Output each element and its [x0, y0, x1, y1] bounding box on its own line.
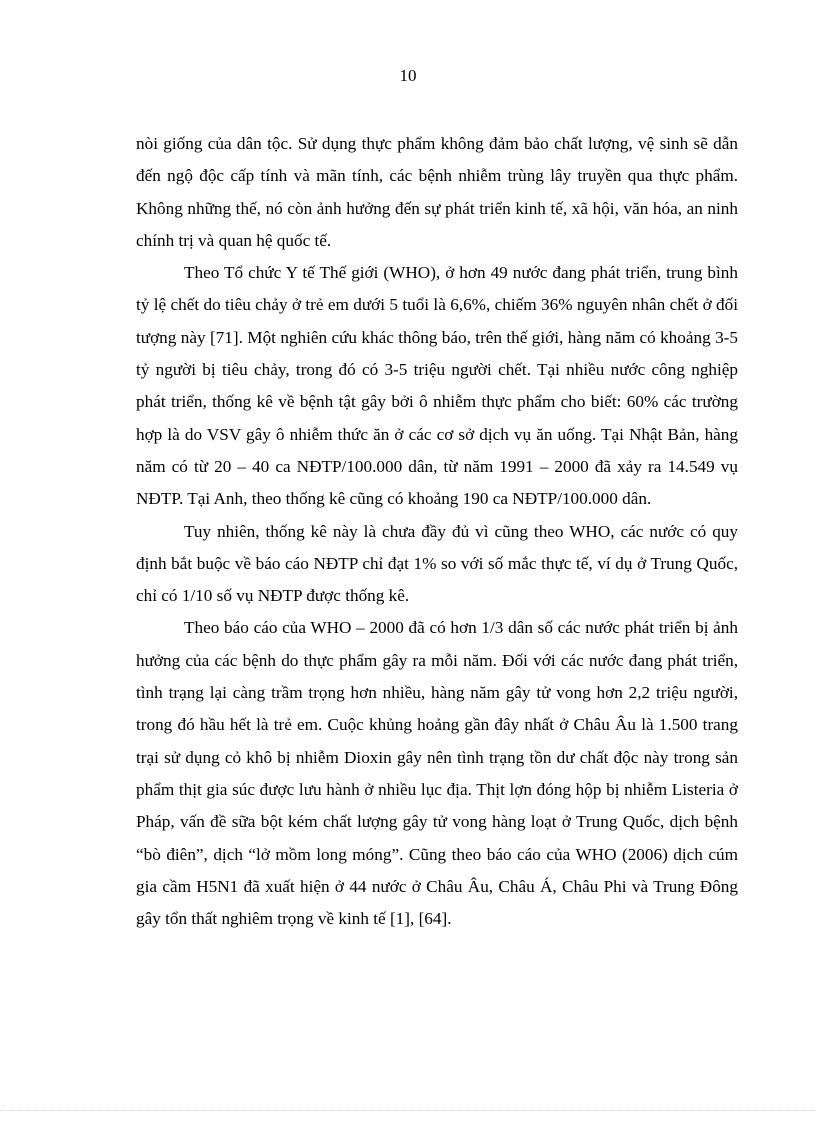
- body-text: [136, 128, 738, 935]
- paragraph-who-2000-report: Theo báo cáo của WHO – 2000 đã có hơn 1/3 dân số các nước phát triển bị ảnh hưởng của các bệnh do thực phẩm gây ra mỗi năm. Đối với các nước đang phát triển, tình trạng lại càng trầm trọng hơn nhiều, hàng năm gây tử vong hơn 2,2 triệu người, trong đó hầu hết là trẻ em. Cuộc khủng hoảng gần đây nhất ở Châu Âu là 1.500 trang trại sử dụng cỏ khô bị nhiễm Dioxin gây nên tình trạng tồn dư chất độc này trong sản phẩm thịt gia súc được lưu hành ở nhiều lục địa. Thịt lợn đóng hộp bị nhiễm Listeria ở Pháp, vấn đề sữa bột kém chất lượng gây tử vong hàng loạt ở Trung Quốc, dịch bệnh “bò điên”, dịch “lở mồm long móng”. Cũng theo báo cáo của WHO (2006) dịch cúm gia cầm H5N1 đã xuất hiện ở 44 nước ở Châu Âu, Châu Á, Châu Phi và Trung Đông gây tổn thất nghiêm trọng về kinh tế [1], [64].: [136, 618, 738, 929]
- page-number: 10: [399, 66, 417, 85]
- paragraph-who-statistics: Theo Tổ chức Y tế Thế giới (WHO), ở hơn 49 nước đang phát triển, trung bình tỷ lệ chết do tiêu chảy ở trẻ em dưới 5 tuổi là 6,6%, chiếm 36% nguyên nhân chết ở đối tượng này [71]. Một nghiên cứu khác thông báo, trên thế giới, hàng năm có khoảng 3-5 tỷ người bị tiêu chảy, trong đó có 3-5 triệu người chết. Tại nhiều nước công nghiệp phát triển, thống kê về bệnh tật gây bởi ô nhiễm thực phẩm cho biết: 60% các trường hợp là do VSV gây ô nhiễm thức ăn ở các cơ sở dịch vụ ăn uống. Tại Nhật Bản, hàng năm có từ 20 – 40 ca NĐTP/100.000 dân, từ năm 1991 – 2000 đã xảy ra 14.549 vụ NĐTP. Tại Anh, theo thống kê cũng có khoảng 190 ca NĐTP/100.000 dân.: [136, 263, 738, 509]
- paragraph-continuation: nòi giống của dân tộc. Sử dụng thực phẩm không đảm bảo chất lượng, vệ sinh sẽ dẫn đến ngộ độc cấp tính và mãn tính, các bệnh nhiễm trùng lây truyền qua thực phẩm. Không những thế, nó còn ảnh hưởng đến sự phát triển kinh tế, xã hội, văn hóa, an ninh chính trị và quan hệ quốc tế.: [136, 134, 738, 250]
- paragraph-incomplete-statistics: Tuy nhiên, thống kê này là chưa đầy đủ vì cũng theo WHO, các nước có quy định bắt buộc về báo cáo NĐTP chỉ đạt 1% so với số mắc thực tế, ví dụ ở Trung Quốc, chỉ có 1/10 số vụ NĐTP được thống kê.: [136, 521, 738, 606]
- page-bottom-divider: [0, 1110, 816, 1111]
